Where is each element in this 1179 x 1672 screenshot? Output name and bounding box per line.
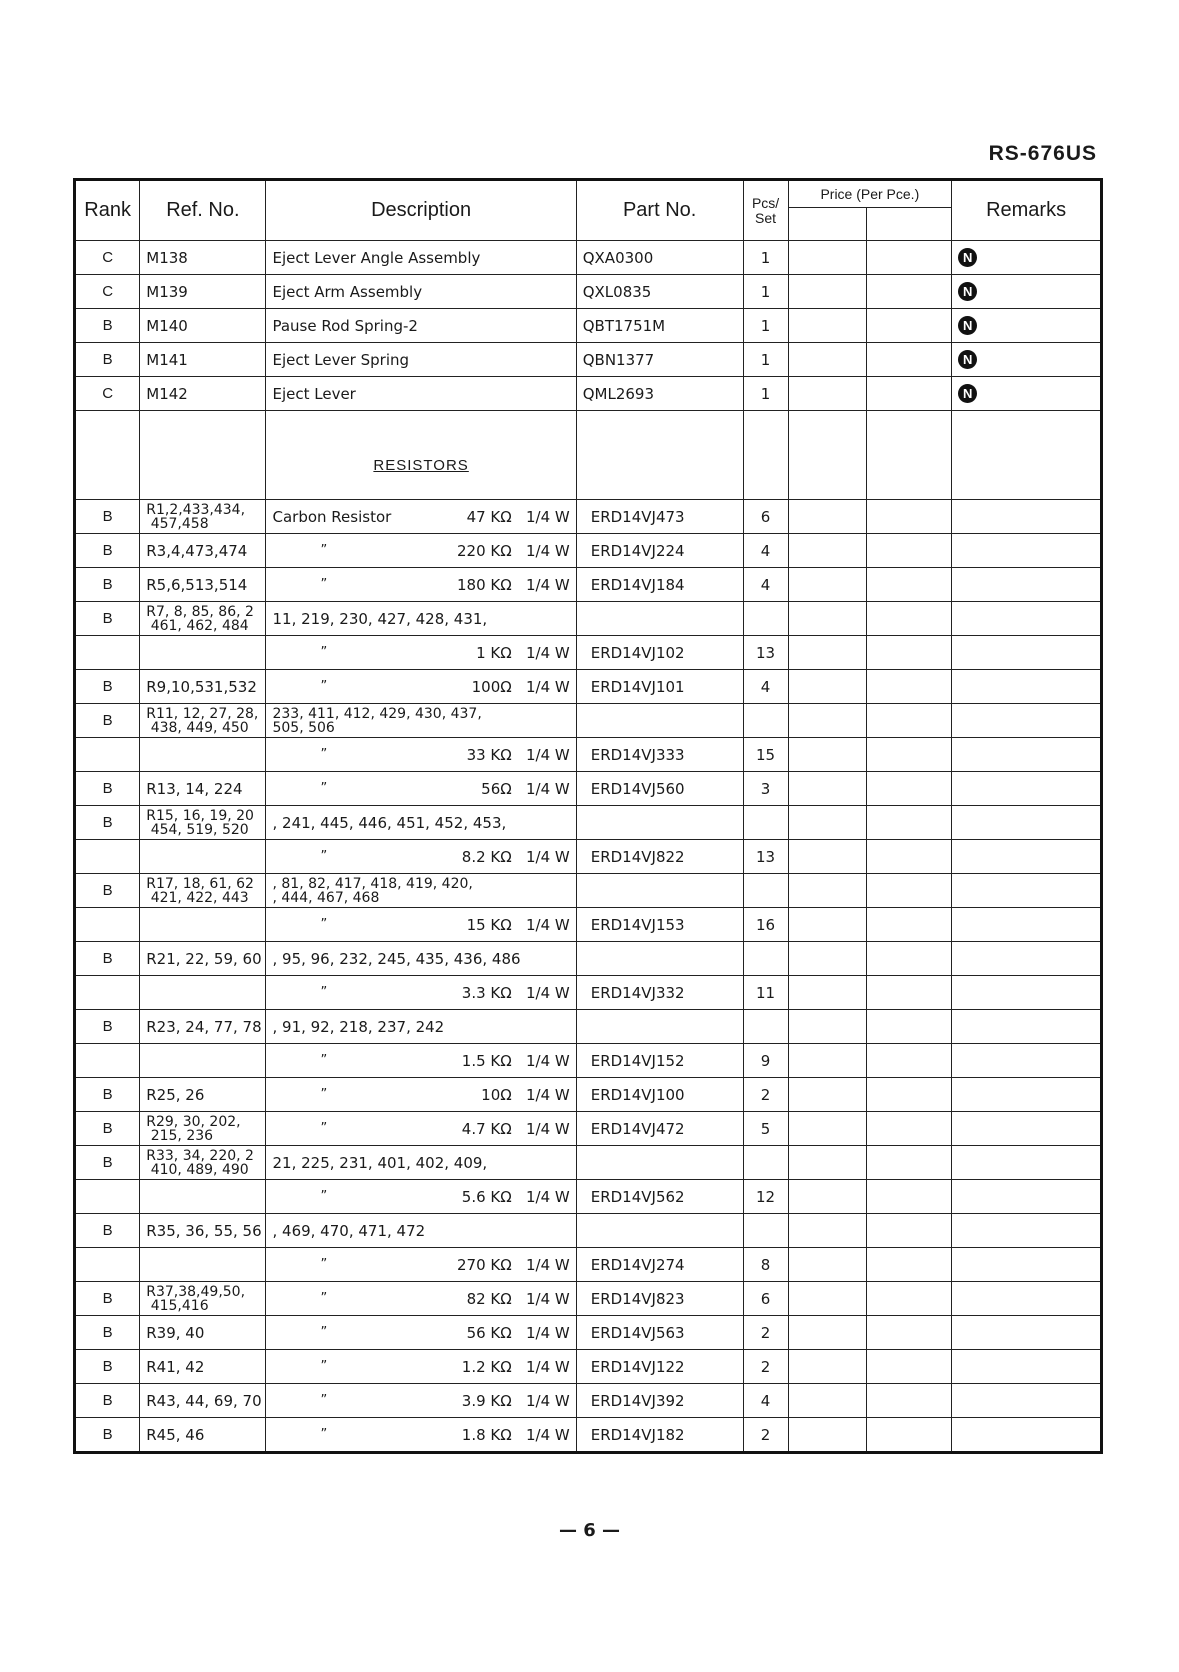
table-row: B R3,4,473,474 ” 220 KΩ 1/4 W ERD14VJ224 4 bbox=[75, 534, 1102, 568]
header-description: Description bbox=[266, 180, 576, 241]
table-row: B R35, 36, 55, 56 , 469, 470, 471, 472 bbox=[75, 1214, 1102, 1248]
new-part-icon: N bbox=[958, 248, 977, 267]
table-row: ” 3.3 KΩ 1/4 W ERD14VJ332 11 bbox=[75, 976, 1102, 1010]
model-number: RS-676US bbox=[988, 142, 1097, 165]
table-row: B R7, 8, 85, 86, 2 461, 462, 484 11, 219, 230, 427, 428, 431, bbox=[75, 602, 1102, 636]
table-row: B R37,38,49,50, 415,416 ” 82 KΩ 1/4 W ERD14VJ823 6 bbox=[75, 1282, 1102, 1316]
table-row: B R33, 34, 220, 2 410, 489, 490 21, 225, 231, 401, 402, 409, bbox=[75, 1146, 1102, 1180]
header-price: Price (Per Pce.) bbox=[788, 180, 952, 208]
table-row: B R13, 14, 224 ” 56Ω 1/4 W ERD14VJ560 3 bbox=[75, 772, 1102, 806]
table-row: B R15, 16, 19, 20 454, 519, 520 , 241, 445, 446, 451, 452, 453, bbox=[75, 806, 1102, 840]
table-row: B M141 Eject Lever Spring QBN1377 1 N bbox=[75, 343, 1102, 377]
table-row: B M140 Pause Rod Spring-2 QBT1751M 1 N bbox=[75, 309, 1102, 343]
new-part-icon: N bbox=[958, 384, 977, 403]
new-part-icon: N bbox=[958, 350, 977, 369]
table-row: B R9,10,531,532 ” 100Ω 1/4 W ERD14VJ101 4 bbox=[75, 670, 1102, 704]
table-row: C M142 Eject Lever QML2693 1 N bbox=[75, 377, 1102, 411]
section-row bbox=[75, 411, 1102, 500]
header-ref-no: Ref. No. bbox=[140, 180, 266, 241]
table-row: ” 1.5 KΩ 1/4 W ERD14VJ152 9 bbox=[75, 1044, 1102, 1078]
table-row: B R29, 30, 202, 215, 236 ” 4.7 KΩ 1/4 W ERD14VJ472 5 bbox=[75, 1112, 1102, 1146]
table-row: ” 33 KΩ 1/4 W ERD14VJ333 15 bbox=[75, 738, 1102, 772]
table-row: ” 15 KΩ 1/4 W ERD14VJ153 16 bbox=[75, 908, 1102, 942]
table-row: C M139 Eject Arm Assembly QXL0835 1 N bbox=[75, 275, 1102, 309]
table-row: ” 5.6 KΩ 1/4 W ERD14VJ562 12 bbox=[75, 1180, 1102, 1214]
price-subcolumn bbox=[788, 208, 866, 241]
table-row: B R5,6,513,514 ” 180 KΩ 1/4 W ERD14VJ184 4 bbox=[75, 568, 1102, 602]
table-row: B R23, 24, 77, 78 , 91, 92, 218, 237, 242 bbox=[75, 1010, 1102, 1044]
section-title: RESISTORS bbox=[266, 411, 576, 500]
header-remarks: Remarks bbox=[952, 180, 1102, 241]
new-part-icon: N bbox=[958, 316, 977, 335]
parts-list-table bbox=[73, 178, 1103, 1454]
table-row: B R41, 42 ” 1.2 KΩ 1/4 W ERD14VJ122 2 bbox=[75, 1350, 1102, 1384]
table-row: B R17, 18, 61, 62 421, 422, 443 , 81, 82, 417, 418, 419, 420, , 444, 467, 468 bbox=[75, 874, 1102, 908]
header-rank: Rank bbox=[75, 180, 140, 241]
page-number: — 6 — bbox=[558, 1520, 621, 1541]
header-pcs-set: Pcs/ Set bbox=[743, 180, 788, 241]
table-row: ” 270 KΩ 1/4 W ERD14VJ274 8 bbox=[75, 1248, 1102, 1282]
table-row: B R43, 44, 69, 70 ” 3.9 KΩ 1/4 W ERD14VJ392 4 bbox=[75, 1384, 1102, 1418]
table-row: B R45, 46 ” 1.8 KΩ 1/4 W ERD14VJ182 2 bbox=[75, 1418, 1102, 1453]
new-part-icon: N bbox=[958, 282, 977, 301]
table-row: B R39, 40 ” 56 KΩ 1/4 W ERD14VJ563 2 bbox=[75, 1316, 1102, 1350]
table-row: ” 8.2 KΩ 1/4 W ERD14VJ822 13 bbox=[75, 840, 1102, 874]
price-subcolumn bbox=[866, 208, 952, 241]
table-row: B R11, 12, 27, 28, 438, 449, 450 233, 411, 412, 429, 430, 437, 505, 506 bbox=[75, 704, 1102, 738]
table-row: B R21, 22, 59, 60 , 95, 96, 232, 245, 435, 436, 486 bbox=[75, 942, 1102, 976]
table-row: B R1,2,433,434, 457,458 Carbon Resistor 47 KΩ 1/4 W ERD14VJ473 6 bbox=[75, 500, 1102, 534]
header-part-no: Part No. bbox=[576, 180, 743, 241]
table-row: ” 1 KΩ 1/4 W ERD14VJ102 13 bbox=[75, 636, 1102, 670]
table-row: C M138 Eject Lever Angle Assembly QXA0300 1 N bbox=[75, 241, 1102, 275]
table-row: B R25, 26 ” 10Ω 1/4 W ERD14VJ100 2 bbox=[75, 1078, 1102, 1112]
